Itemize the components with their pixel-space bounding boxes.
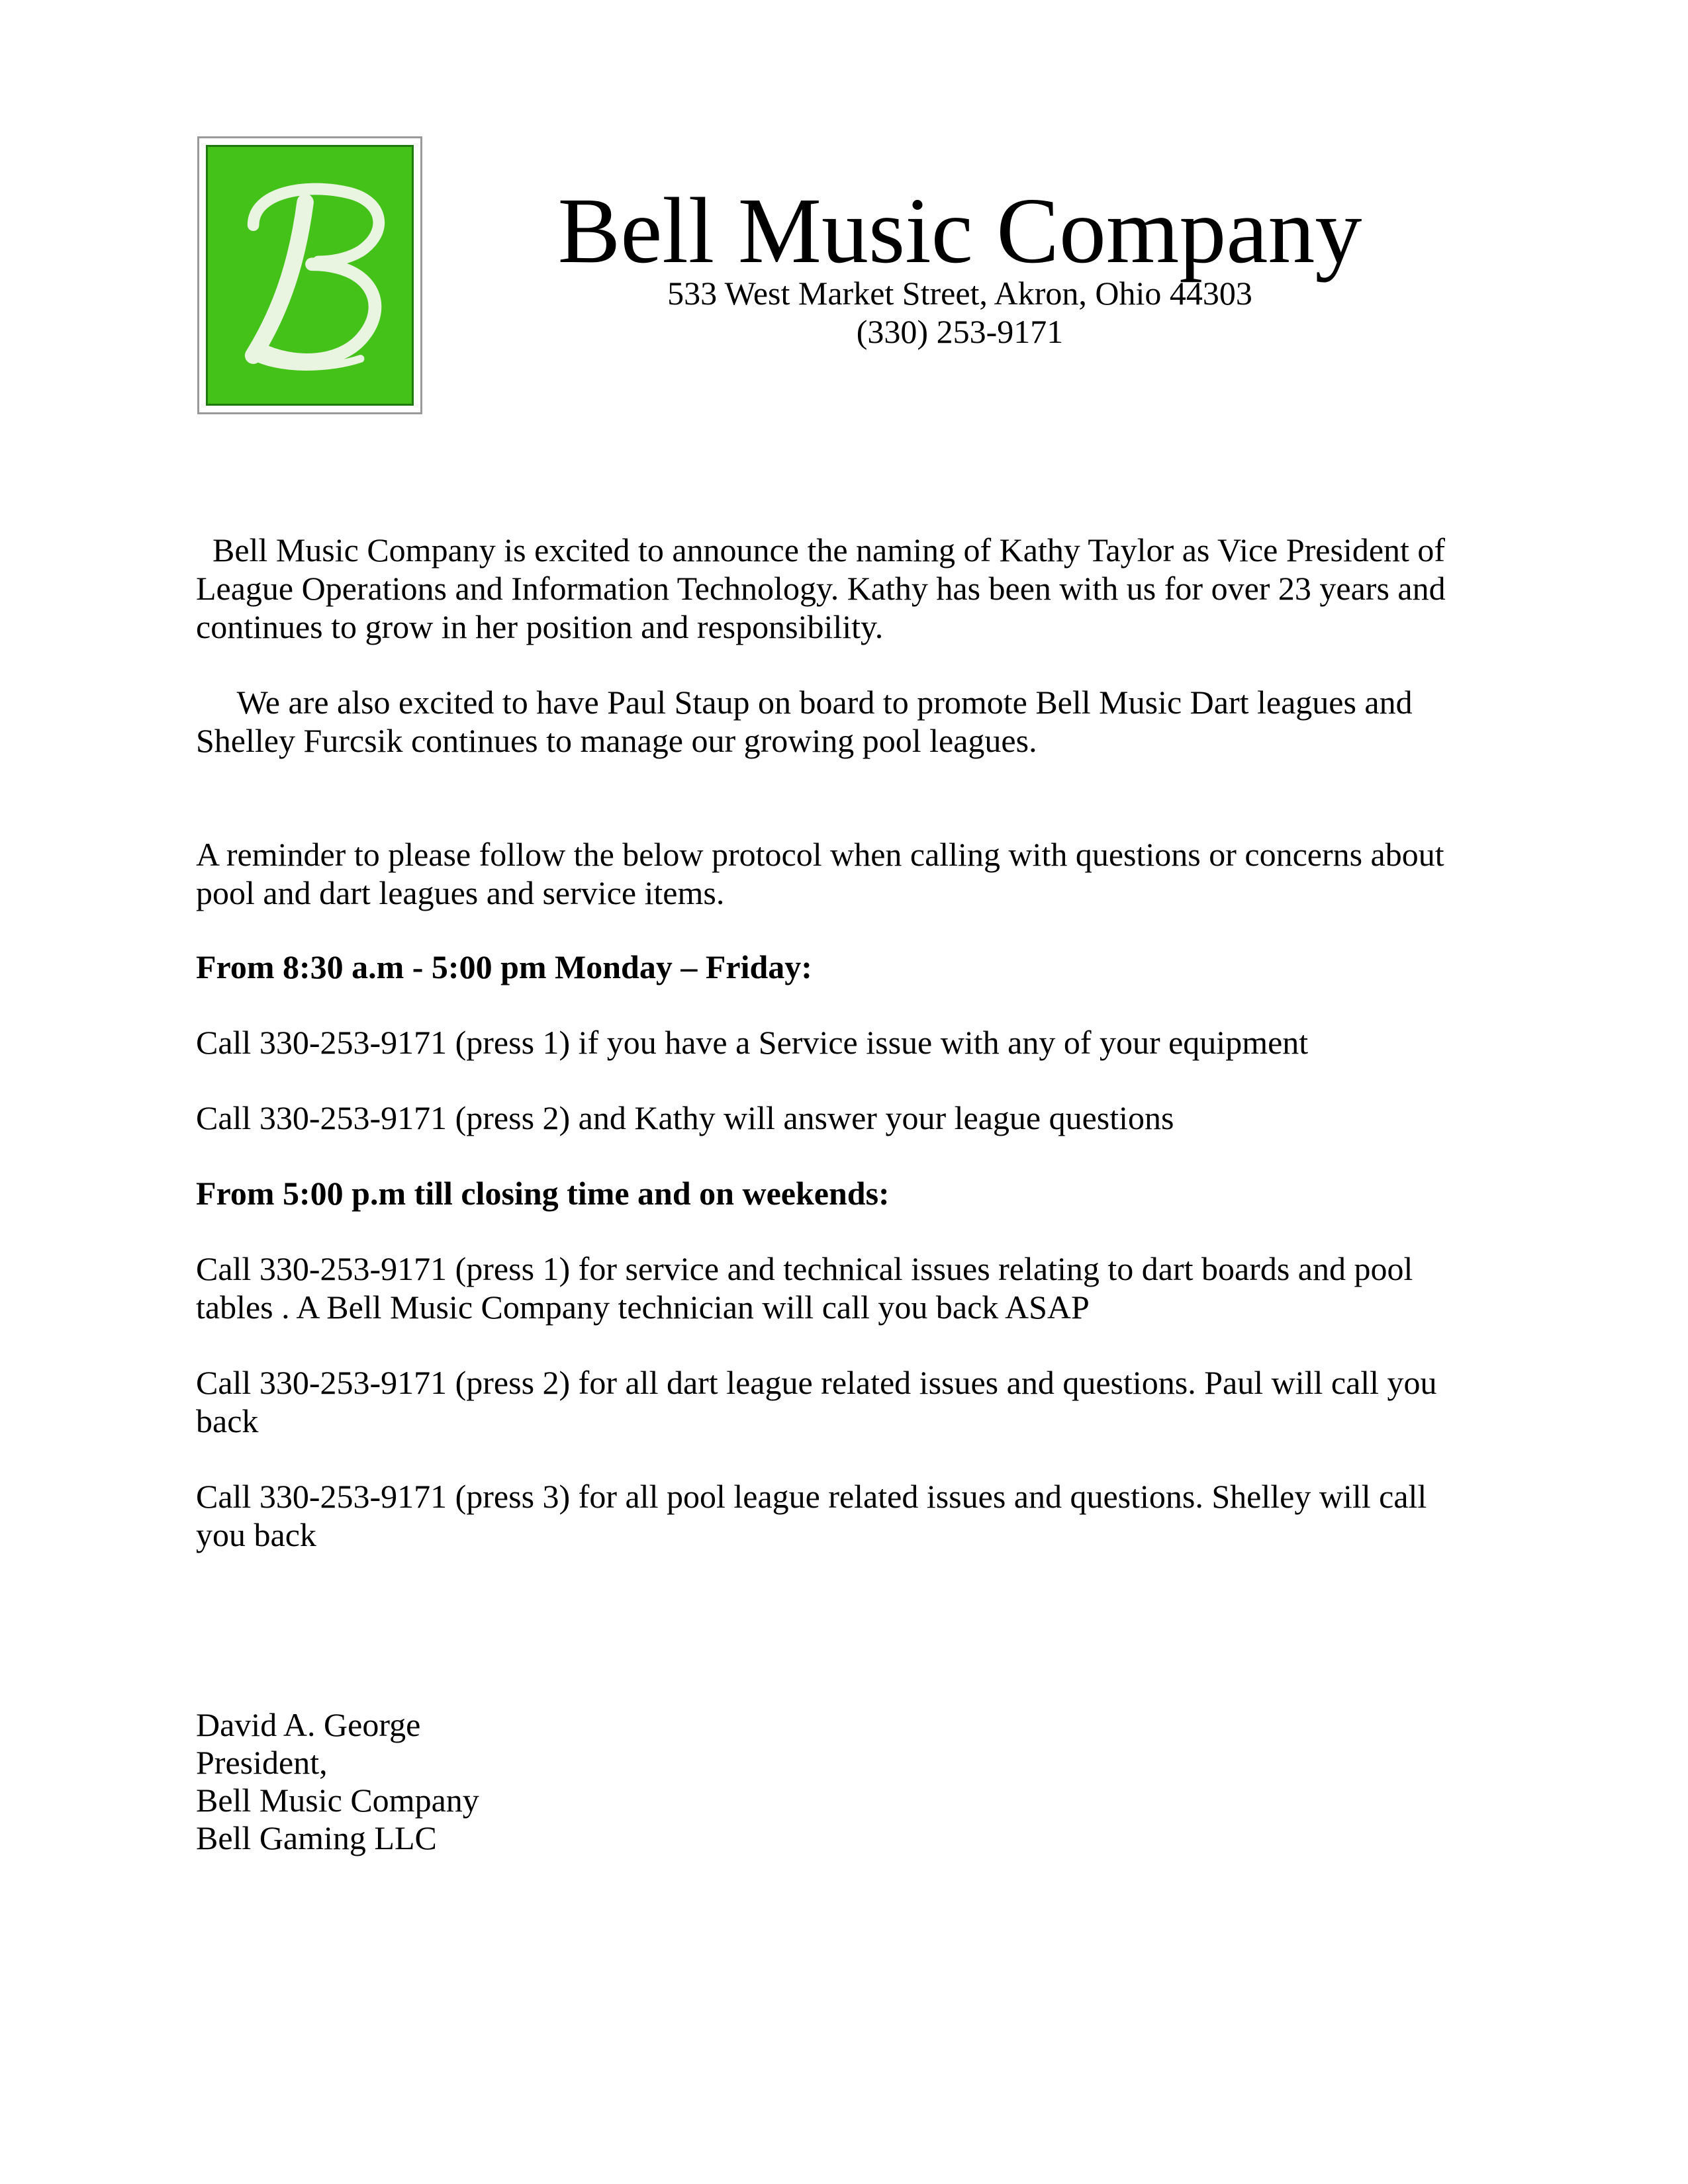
- text-line: you back: [196, 1516, 316, 1553]
- signer-company-secondary: Bell Gaming LLC: [196, 1819, 437, 1856]
- signer-title: President,: [196, 1744, 328, 1781]
- text-line: Shelley Furcsik continues to manage our growing pool leagues.: [196, 722, 1037, 759]
- evening-dart-paragraph: [196, 1363, 1493, 1440]
- text-line: From 5:00 p.m till closing time and on weekends:: [196, 1175, 890, 1212]
- text-line: Call 330-253-9171 (press 1) if you have a Service issue with any of your equipment: [196, 1024, 1309, 1061]
- text-line: League Operations and Information Technology. Kathy has been with us for over 23 years and: [196, 570, 1446, 607]
- signer-name: David A. George: [196, 1706, 421, 1743]
- weekday-league-line: [196, 1099, 1493, 1137]
- text-line: tables . A Bell Music Company technician will call you back ASAP: [196, 1289, 1090, 1326]
- evening-service-paragraph: [196, 1250, 1493, 1326]
- text-line: Call 330-253-9171 (press 3) for all pool league related issues and questions. Shelley will call: [196, 1478, 1427, 1515]
- evening-hours-heading: [196, 1174, 1493, 1212]
- logo-green-square: [206, 145, 414, 406]
- text-line: back: [196, 1402, 259, 1439]
- announcement-paragraph: [196, 531, 1493, 646]
- company-logo: [197, 136, 422, 414]
- reminder-paragraph: [196, 835, 1493, 912]
- evening-pool-paragraph: [196, 1477, 1493, 1554]
- text-line: continues to grow in her position and responsibility.: [196, 608, 884, 645]
- company-phone: (330) 253-9171: [856, 313, 1064, 350]
- company-name: Bell Music Company: [557, 178, 1362, 283]
- text-line: Call 330-253-9171 (press 2) and Kathy will answer your league questions: [196, 1099, 1174, 1136]
- weekday-hours-heading: [196, 948, 1493, 986]
- text-line: Call 330-253-9171 (press 1) for service and technical issues relating to dart boards and pool: [196, 1250, 1413, 1287]
- text-line: pool and dart leagues and service items.: [196, 874, 725, 911]
- signer-company: Bell Music Company: [196, 1782, 479, 1819]
- weekday-service-line: [196, 1023, 1493, 1062]
- text-line: Call 330-253-9171 (press 2) for all dart league related issues and questions. Paul will call you: [196, 1364, 1437, 1401]
- text-line: Bell Music Company is excited to announce the naming of Kathy Taylor as Vice President of: [196, 531, 1446, 569]
- text-line: A reminder to please follow the below protocol when calling with questions or concerns about: [196, 836, 1444, 873]
- text-line: From 8:30 a.m - 5:00 pm Monday – Friday:: [196, 948, 812, 985]
- signature-block: [196, 1706, 479, 1857]
- staff-paragraph: [196, 683, 1493, 760]
- text-line: We are also excited to have Paul Staup on board to promote Bell Music Dart leagues and: [196, 684, 1413, 721]
- bell-music-b-logo-icon: [208, 147, 412, 404]
- company-address: 533 West Market Street, Akron, Ohio 44303: [667, 275, 1252, 312]
